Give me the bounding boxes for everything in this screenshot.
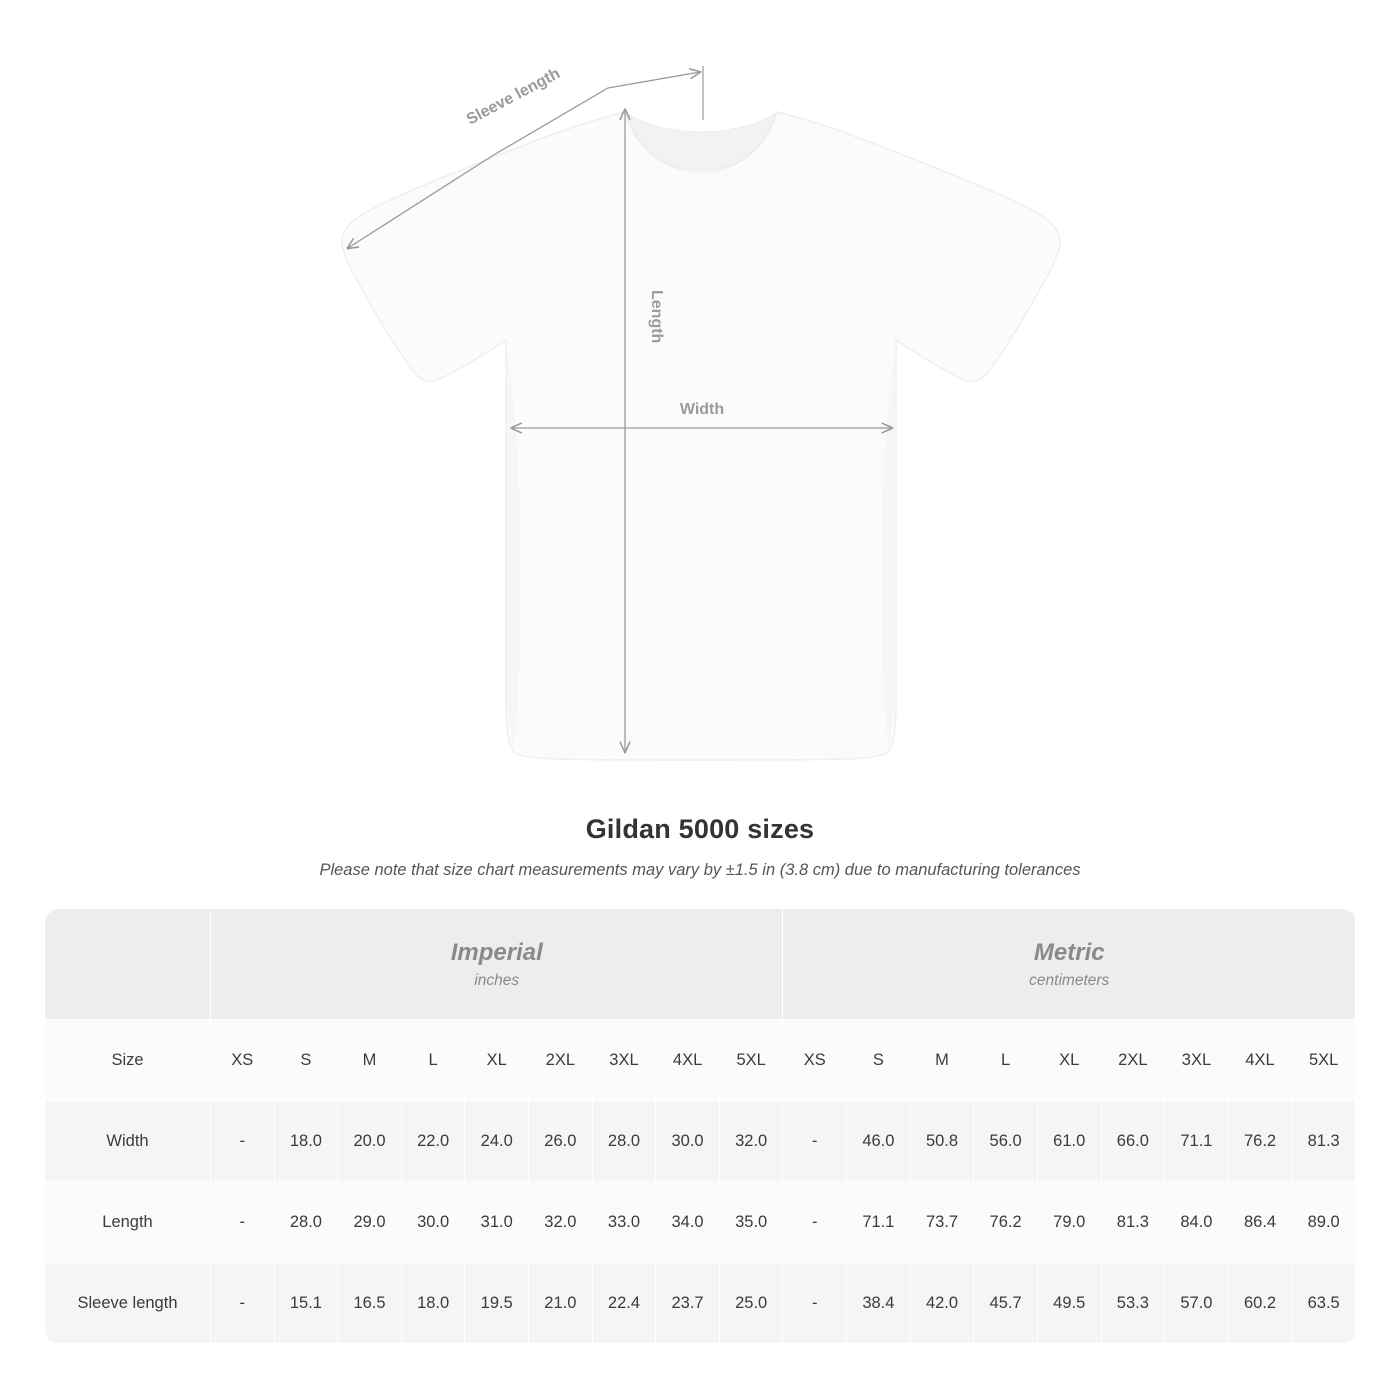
cell-length-metric-s: 71.1 xyxy=(847,1182,911,1263)
chart-title: Gildan 5000 sizes xyxy=(585,814,815,844)
cell-sleeve-metric-m: 42.0 xyxy=(910,1263,974,1344)
system-unit-imperial: inches xyxy=(474,972,520,989)
col-header-imperial-s: S xyxy=(274,1020,338,1101)
col-header-metric-xl: XL xyxy=(1037,1020,1101,1101)
cell-width-imperial-5xl: 32.0 xyxy=(719,1101,783,1182)
title-block xyxy=(0,814,1400,880)
cell-width-metric-3xl: 71.1 xyxy=(1165,1101,1229,1182)
cell-length-imperial-xs: - xyxy=(211,1182,275,1263)
cell-sleeve-metric-3xl: 57.0 xyxy=(1165,1263,1229,1344)
chart-note: Please note that size chart measurements may vary by ±1.5 in (3.8 cm) due to manufacturing tolerances xyxy=(319,861,1081,879)
size-table-wrapper xyxy=(44,908,1356,1344)
cell-width-metric-s: 46.0 xyxy=(847,1101,911,1182)
system-header-spacer xyxy=(45,909,211,1020)
cell-sleeve-imperial-m: 16.5 xyxy=(338,1263,402,1344)
cell-width-metric-4xl: 76.2 xyxy=(1228,1101,1292,1182)
cell-sleeve-imperial-l: 18.0 xyxy=(401,1263,465,1344)
cell-width-metric-2xl: 66.0 xyxy=(1101,1101,1165,1182)
col-header-metric-l: L xyxy=(974,1020,1038,1101)
cell-width-metric-m: 50.8 xyxy=(910,1101,974,1182)
cell-sleeve-imperial-xl: 19.5 xyxy=(465,1263,529,1344)
cell-sleeve-metric-s: 38.4 xyxy=(847,1263,911,1344)
sleeve-length-label: Sleeve length xyxy=(463,65,563,129)
col-header-imperial-5xl: 5XL xyxy=(719,1020,783,1101)
cell-length-imperial-m: 29.0 xyxy=(338,1182,402,1263)
size-header-row xyxy=(45,1020,1356,1101)
col-header-metric-s: S xyxy=(847,1020,911,1101)
col-header-imperial-m: M xyxy=(338,1020,402,1101)
size-header-label: Size xyxy=(45,1020,211,1101)
width-label: Width xyxy=(679,401,725,418)
cell-sleeve-imperial-2xl: 21.0 xyxy=(529,1263,593,1344)
col-header-metric-m: M xyxy=(910,1020,974,1101)
cell-sleeve-metric-5xl: 63.5 xyxy=(1292,1263,1356,1344)
cell-width-metric-l: 56.0 xyxy=(974,1101,1038,1182)
col-header-imperial-3xl: 3XL xyxy=(592,1020,656,1101)
col-header-imperial-l: L xyxy=(401,1020,465,1101)
cell-width-imperial-m: 20.0 xyxy=(338,1101,402,1182)
table-row xyxy=(45,1101,1356,1182)
cell-length-imperial-5xl: 35.0 xyxy=(719,1182,783,1263)
cell-length-imperial-s: 28.0 xyxy=(274,1182,338,1263)
col-header-imperial-xl: XL xyxy=(465,1020,529,1101)
system-header-metric xyxy=(783,909,1356,1020)
cell-sleeve-metric-4xl: 60.2 xyxy=(1228,1263,1292,1344)
cell-sleeve-metric-2xl: 53.3 xyxy=(1101,1263,1165,1344)
cell-sleeve-imperial-xs: - xyxy=(211,1263,275,1344)
cell-sleeve-metric-l: 45.7 xyxy=(974,1263,1038,1344)
length-label: Length xyxy=(648,290,665,344)
cell-width-imperial-xl: 24.0 xyxy=(465,1101,529,1182)
col-header-metric-5xl: 5XL xyxy=(1292,1020,1356,1101)
system-name-imperial: Imperial xyxy=(450,939,543,966)
cell-width-metric-5xl: 81.3 xyxy=(1292,1101,1356,1182)
cell-sleeve-imperial-5xl: 25.0 xyxy=(719,1263,783,1344)
size-table xyxy=(44,908,1356,1344)
cell-length-metric-3xl: 84.0 xyxy=(1165,1182,1229,1263)
cell-width-imperial-4xl: 30.0 xyxy=(656,1101,720,1182)
cell-width-imperial-s: 18.0 xyxy=(274,1101,338,1182)
table-row xyxy=(45,1182,1356,1263)
col-header-metric-2xl: 2XL xyxy=(1101,1020,1165,1101)
cell-length-metric-xl: 79.0 xyxy=(1037,1182,1101,1263)
system-unit-metric: centimeters xyxy=(1029,972,1110,989)
system-name-metric: Metric xyxy=(1033,939,1105,966)
cell-length-metric-m: 73.7 xyxy=(910,1182,974,1263)
col-header-imperial-4xl: 4XL xyxy=(656,1020,720,1101)
cell-sleeve-metric-xs: - xyxy=(783,1263,847,1344)
table-row xyxy=(45,1263,1356,1344)
row-label-width: Width xyxy=(45,1101,211,1182)
system-header-imperial xyxy=(211,909,783,1020)
cell-length-imperial-3xl: 33.0 xyxy=(592,1182,656,1263)
cell-sleeve-imperial-s: 15.1 xyxy=(274,1263,338,1344)
cell-width-imperial-xs: - xyxy=(211,1101,275,1182)
cell-width-metric-xs: - xyxy=(783,1101,847,1182)
cell-width-imperial-l: 22.0 xyxy=(401,1101,465,1182)
row-label-sleeve-length: Sleeve length xyxy=(45,1263,211,1344)
cell-width-imperial-2xl: 26.0 xyxy=(529,1101,593,1182)
tshirt-shape xyxy=(342,112,1060,760)
cell-length-metric-4xl: 86.4 xyxy=(1228,1182,1292,1263)
col-header-metric-3xl: 3XL xyxy=(1165,1020,1229,1101)
cell-length-imperial-l: 30.0 xyxy=(401,1182,465,1263)
cell-width-imperial-3xl: 28.0 xyxy=(592,1101,656,1182)
cell-length-imperial-4xl: 34.0 xyxy=(656,1182,720,1263)
cell-length-metric-5xl: 89.0 xyxy=(1292,1182,1356,1263)
cell-sleeve-imperial-3xl: 22.4 xyxy=(592,1263,656,1344)
cell-length-imperial-xl: 31.0 xyxy=(465,1182,529,1263)
col-header-metric-4xl: 4XL xyxy=(1228,1020,1292,1101)
system-header-row xyxy=(45,909,1356,1020)
cell-sleeve-metric-xl: 49.5 xyxy=(1037,1263,1101,1344)
cell-width-metric-xl: 61.0 xyxy=(1037,1101,1101,1182)
col-header-imperial-2xl: 2XL xyxy=(529,1020,593,1101)
cell-length-metric-xs: - xyxy=(783,1182,847,1263)
cell-length-imperial-2xl: 32.0 xyxy=(529,1182,593,1263)
col-header-metric-xs: XS xyxy=(783,1020,847,1101)
cell-sleeve-imperial-4xl: 23.7 xyxy=(656,1263,720,1344)
col-header-imperial-xs: XS xyxy=(211,1020,275,1101)
cell-length-metric-2xl: 81.3 xyxy=(1101,1182,1165,1263)
cell-length-metric-l: 76.2 xyxy=(974,1182,1038,1263)
row-label-length: Length xyxy=(45,1182,211,1263)
